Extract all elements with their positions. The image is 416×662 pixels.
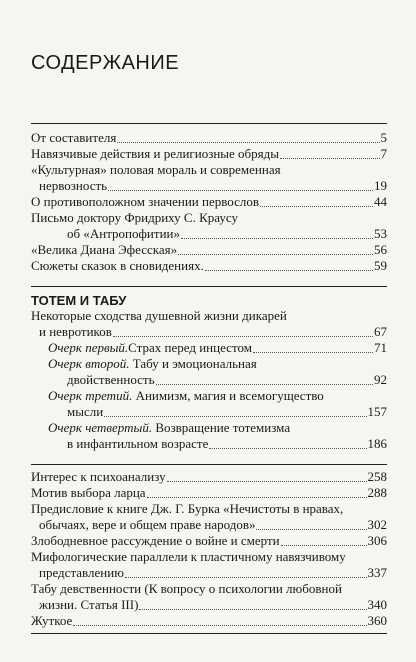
- toc-entry-label: Очерк третий.: [48, 388, 133, 403]
- page-title: СОДЕРЖАНИЕ: [31, 52, 180, 74]
- toc-entry-text: Анимизм, магия и всемогущество: [135, 388, 324, 403]
- toc-entry-text: Предисловие к книге Дж. Г. Бурка «Нечистоты в нравах,: [31, 501, 344, 516]
- section2-entries: [31, 308, 387, 452]
- toc-entry[interactable]: [31, 533, 387, 549]
- toc-entry-line: [31, 420, 387, 436]
- dot-leader: [253, 351, 373, 353]
- dot-leader: [167, 480, 367, 482]
- toc-entry-text: Интерес к психоанализу: [31, 469, 166, 484]
- page-number: 44: [374, 194, 387, 209]
- dot-leader: [178, 253, 373, 255]
- toc-entry-label: Очерк четвертый.: [48, 420, 153, 435]
- toc-entry-line: [31, 549, 387, 565]
- dot-leader: [113, 335, 373, 337]
- page-number: 59: [374, 258, 387, 273]
- toc-entry[interactable]: [31, 356, 387, 388]
- toc-entry-line: [31, 210, 387, 226]
- page-number: 7: [380, 146, 387, 161]
- toc-entry-text: обычаях, вере и общем праве народов»: [39, 517, 256, 532]
- toc-entry-line: [31, 178, 387, 194]
- toc-entry[interactable]: [31, 420, 387, 452]
- toc-entry-line: [31, 597, 387, 613]
- page-number: 288: [367, 485, 387, 500]
- toc-entry-line: [31, 242, 387, 258]
- toc-entry-text: «Культурная» половая мораль и современная: [31, 162, 281, 177]
- page-number: 360: [367, 613, 387, 628]
- toc-entry-line: [31, 565, 387, 581]
- toc-entry-text: Табу и эмоциональная: [132, 356, 257, 371]
- toc-entry-line: [31, 372, 387, 388]
- toc-entry-line: [31, 469, 387, 485]
- section-heading: ТОТЕМ И ТАБУ: [31, 293, 127, 308]
- toc-entry-text: О противоположном значении первослов: [31, 194, 259, 209]
- dot-leader: [260, 205, 373, 207]
- toc-entry-label: Очерк второй.: [48, 356, 130, 371]
- toc-entry-text: и невротиков: [39, 324, 112, 339]
- page-number: 53: [374, 226, 387, 241]
- page-number: 306: [367, 533, 387, 548]
- toc-entry-line: [31, 613, 387, 629]
- toc-entry-text: Некоторые сходства душевной жизни дикарей: [31, 308, 287, 323]
- table-of-contents: [31, 123, 387, 634]
- toc-entry-text: Мотив выбора ларца: [31, 485, 146, 500]
- page-number: 56: [374, 242, 387, 257]
- toc-entry[interactable]: [31, 613, 387, 629]
- dot-leader: [73, 624, 366, 626]
- toc-block-3: [31, 465, 387, 629]
- dot-leader: [147, 496, 367, 498]
- toc-entry[interactable]: [31, 469, 387, 485]
- page-number: 67: [374, 324, 387, 339]
- toc-entry[interactable]: [31, 549, 387, 581]
- dot-leader: [108, 189, 373, 191]
- toc-entry-text: Мифологические параллели к пластичному навязчивому: [31, 549, 346, 564]
- toc-entry-line: [31, 581, 387, 597]
- toc-entry-text: мысли: [67, 404, 104, 419]
- toc-entry-text: в инфантильном возрасте: [67, 436, 209, 451]
- dot-leader: [139, 608, 366, 610]
- bleed-through-text: [160, 4, 400, 99]
- toc-entry[interactable]: [31, 501, 387, 533]
- toc-entry[interactable]: [31, 485, 387, 501]
- toc-entry[interactable]: [31, 258, 387, 274]
- dot-leader: [281, 544, 367, 546]
- toc-entry-line: [31, 130, 387, 146]
- dot-leader: [280, 157, 380, 159]
- toc-entry-line: [31, 533, 387, 549]
- bottom-rule: [31, 633, 387, 634]
- dot-leader: [205, 269, 373, 271]
- toc-entry[interactable]: [31, 308, 387, 340]
- toc-entry-text: От составителя: [31, 130, 117, 145]
- toc-entry-line: [31, 517, 387, 533]
- page-number: 19: [374, 178, 387, 193]
- toc-entry[interactable]: [31, 581, 387, 613]
- toc-entry-line: [31, 404, 387, 420]
- page-number: 92: [374, 372, 387, 387]
- page-number: 337: [367, 565, 387, 580]
- dot-leader: [125, 576, 367, 578]
- dot-leader: [117, 141, 379, 143]
- toc-entry-line: [31, 324, 387, 340]
- toc-entry[interactable]: [31, 388, 387, 420]
- toc-entry-text: «Велика Диана Эфесская»: [31, 242, 178, 257]
- toc-entry-label: Очерк первый.: [48, 340, 129, 355]
- toc-entry-text: Злободневное рассуждение о войне и смерти: [31, 533, 280, 548]
- toc-entry-line: [31, 485, 387, 501]
- dot-leader: [209, 447, 366, 449]
- toc-entry[interactable]: [31, 340, 387, 356]
- toc-entry[interactable]: [31, 146, 387, 162]
- page-number: 71: [374, 340, 387, 355]
- toc-entry-line: [31, 308, 387, 324]
- dot-leader: [181, 237, 373, 239]
- dot-leader: [256, 528, 366, 530]
- toc-entry-text: Навязчивые действия и религиозные обряды: [31, 146, 279, 161]
- page-number: 340: [367, 597, 387, 612]
- toc-entry-text: об «Антропофитии»: [67, 226, 180, 241]
- toc-entry-text: представлению: [39, 565, 124, 580]
- toc-entry-text: Табу девственности (К вопросу о психологии любовной: [31, 581, 342, 596]
- toc-entry-text: Письмо доктору Фридриху С. Краусу: [31, 210, 238, 225]
- toc-entry[interactable]: [31, 130, 387, 146]
- toc-entry[interactable]: [31, 194, 387, 210]
- toc-entry[interactable]: [31, 210, 387, 242]
- toc-entry-line: [31, 388, 387, 404]
- toc-entry[interactable]: [31, 162, 387, 194]
- toc-entry-line: [31, 146, 387, 162]
- toc-entry-text: Сюжеты сказок в сновидениях.: [31, 258, 204, 273]
- page-number: 157: [367, 404, 387, 419]
- dot-leader: [104, 415, 366, 417]
- toc-entry-line: [31, 162, 387, 178]
- toc-entry-text: Жуткое: [31, 613, 73, 628]
- toc-section-totem: [31, 287, 387, 452]
- toc-entry[interactable]: [31, 242, 387, 258]
- toc-entry-text: жизни. Статья III): [39, 597, 139, 612]
- page-number: 5: [380, 130, 387, 145]
- toc-entry-line: [31, 340, 387, 356]
- page-number: 302: [367, 517, 387, 532]
- toc-entry-line: [31, 194, 387, 210]
- toc-entry-text: двойственность: [67, 372, 155, 387]
- toc-block-1: [31, 124, 387, 274]
- toc-entry-text: Страх перед инцестом: [128, 340, 252, 355]
- toc-entry-line: [31, 258, 387, 274]
- toc-entry-text: Возвращение тотемизма: [155, 420, 291, 435]
- toc-entry-line: [31, 226, 387, 242]
- dot-leader: [156, 383, 373, 385]
- toc-entry-line: [31, 501, 387, 517]
- toc-entry-text: нервозность: [39, 178, 108, 193]
- page-number: 258: [367, 469, 387, 484]
- toc-entry-line: [31, 356, 387, 372]
- toc-entry-line: [31, 436, 387, 452]
- page-number: 186: [367, 436, 387, 451]
